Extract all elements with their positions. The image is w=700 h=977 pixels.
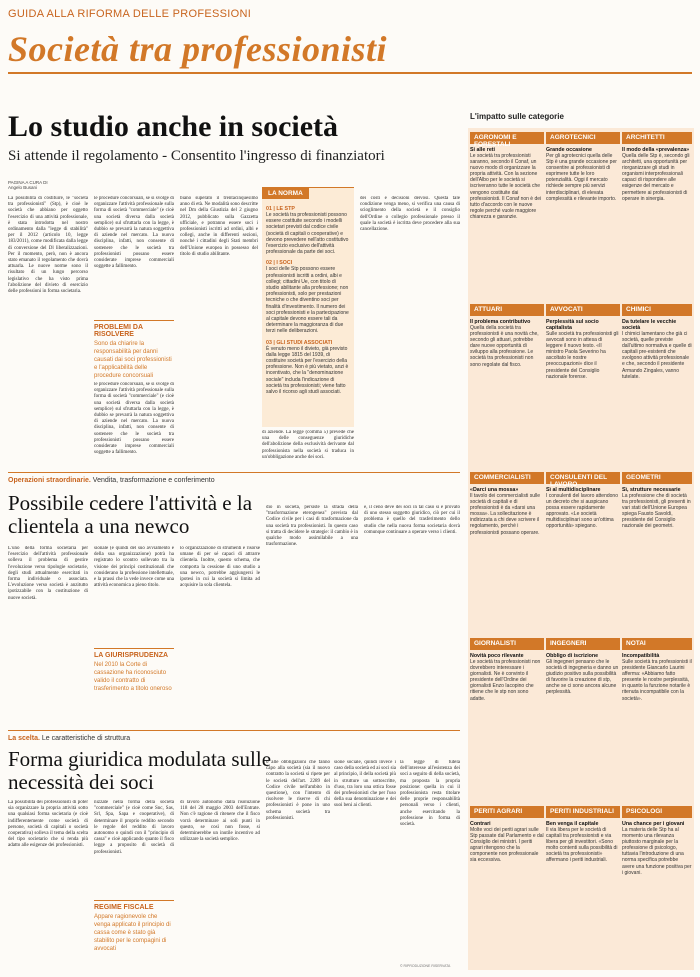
article-title: Lo studio anche in società — [8, 110, 339, 143]
category-heading: Obbligo di iscrizione — [546, 653, 599, 659]
category-label: ATTUARI — [470, 304, 544, 316]
category-label: ARCHITETTI — [622, 132, 692, 144]
section2-column-2: sionale (e quindi del suo avviamento e della sua organizzazione) potrà ha registrato lo scontro sollevato tra la visione dei principi costituzionali che considerano la professione intellettuale, e la prassi che la vede invece come una attività economica a pieno titolo. — [94, 546, 174, 589]
section-label-rest: Le caratteristiche di struttura — [39, 735, 131, 742]
section-title: Società tra professionisti — [8, 29, 388, 69]
category-text: La materia delle Stp ha al momento una rilevanza piuttosto marginale per la professione di psicologo, tuttavia l'introduzione di una norma specifica potrebbe avere una funzione positiva per i giovani. — [622, 827, 692, 876]
category-heading: Perplessità sul socio capitalista — [546, 319, 599, 331]
category-card — [546, 638, 620, 783]
category-heading: «Darci una mossa» — [470, 487, 519, 493]
section-label-bold: Operazioni straordinarie. — [8, 477, 91, 484]
section3-column-2: nizzate nella forma della società "commerciale" (e cioè come Snc, Sas, Srl, Spa, Sapa e cooperative), di determinare il proprio reddito secondo le regole del reddito di lavoro autonomo o quindi con il "principio di cassa" e cioè applicando quanto il fisco legge a proposito di società di professionisti. — [94, 800, 174, 855]
category-text: Sulle società tra professionisti il presidente Giancarlo Laurini afferma: «Abbiamo fatto presente le nostre perplessità, in quanto la funzione notarile è ritenuta incompatibile con la società». — [622, 659, 692, 702]
norma-item-text: I soci delle Stp possono essere professionisti iscritti a ordini, albi e collegi; cittadini Ue, con titolo di studio abilitante alla professione; non professionisti, solo per prestazioni tecniche o che diventino soci per finalità d'investimento. Il numero dei soci professionisti e la partecipazione al capitale devono essere tali da determinare la maggioranza di due terzi nelle deliberazioni. — [266, 266, 349, 335]
category-text: I chimici lamentano che già ci società, quelle previste dall'ultimo normativa e quelle di capitali pre-esistenti che svolgono attività professionale e che, secondo il presidente Armando Zingales, vanno tutelate. — [622, 331, 692, 380]
category-card — [622, 806, 692, 967]
section3-column-1: La possibilità dei professionisti di poter sia organizzare la propria attività sotto una qualsiasi forma societaria (e cioè indifferentemente come società di persone, società di capitali o società cooperativa) solleva il tema della scelta del tipo societario che si renda più adatto alle esigenze dei professionisti. — [8, 800, 88, 849]
article-column-5: dei costi e decisioni deivosi. Questa tale condizione venga meno, si verifica una causa di scioglimento della società e il consiglio dell'Ordine o collegio professionale presso il quale la società è iscritta deve procedere alla sua cancellazione. — [360, 196, 460, 233]
category-label: AVVOCATI — [546, 304, 620, 316]
problems-box — [94, 320, 174, 380]
category-label: CHIMICI — [622, 304, 692, 316]
norma-item-title: 01 | LE STP — [266, 206, 295, 212]
category-card — [470, 638, 544, 783]
la-norma-tag: LA NORMA — [262, 188, 309, 199]
category-heading: Da tutelare le vecchie società — [622, 319, 677, 331]
category-heading: Una chance per i giovani — [622, 821, 685, 827]
section2-column-1: L'uno della forma societaria per l'esercizio dell'attività professionale sollevа il problema di gestire l'evoluzione verso tipologie societarie, degli studi attualmente esercitati in forma individuale o associata. L'evoluzione verso società è anzitutto ipotizzabile con la costituzione di nuove società. — [8, 546, 88, 601]
section2-column-5: e, il ceno deve dei soci in tal caso si è provato di uno stesso soggetto giuridico, ciò per cui il problema è quello del trasferimento dello studio che nella nuova forma societaria dovrà comunque continuare a operare verso i clienti. — [364, 505, 460, 535]
category-heading: Contrari — [470, 821, 491, 827]
category-label: COMMERCIALISTI — [470, 472, 544, 484]
article-column-2: le procedure concorsuali, se si svolge di organizzare l'attività professionale sulla forma di società "commerciale" (e cioè una società diversa dalla società semplice) sul sfruttarla con la legge, è dubbio se prevarrà la natura soggettiva di aziende nel mercato. La nuova disciplina, infatti, non consente di sostenere che le società tra professionisti possano essere considerate imprese commerciali soggette a fallimento. — [94, 196, 174, 270]
category-card — [470, 304, 544, 465]
section2-column-3: lo organizzazione di strumenti e risorse umane di per sé capaci di attrarre clientela. Inoltre, questo schema, che comporta la cessione di uno studio a una newco, potrebbe aggiungersi le ipotesi in cui la società si limita ad acquisire la sola clientela. — [180, 546, 260, 589]
category-card — [622, 304, 692, 471]
category-heading: Novità poco rilevante — [470, 653, 524, 659]
section-label — [8, 477, 215, 484]
section-label-rest: Vendita, trasformazione e conferimento — [90, 477, 215, 484]
category-heading: Sì al multidisciplinare — [546, 487, 601, 493]
category-card — [622, 638, 692, 783]
article-column-3: biano superato il trentacinquesimo anno di età. Ne modalità sono descritte nel Dm della Giustizia del 2 giugno 2012, pubblicato sulla Gazzetta ufficiale, e potranno essere soci i professionisti iscritti ad ordini, albi e collegi, anche in differenti sezioni, nonché i cittadini degli Stati membri dell'Unione europea in possesso del titolo di studio abilitante. — [180, 196, 258, 257]
category-label: PERITI INDUSTRIALI — [546, 806, 620, 818]
category-heading: Il problema contributivo — [470, 319, 531, 325]
regime-fiscale-title: REGIME FISCALE — [94, 904, 154, 911]
category-text: Gli ingegneri pensano che le società di ingegneria e danno un giudizio positivo sulla possibilità di favorire la creazione di stp, anche se ci sono ancora alcune perplessità. — [546, 659, 619, 696]
category-text: Molte voci dei periti agrari sulle Stp passate dal Parlamento e dal Consiglio dei ministri. I periti agrari ritengono che la componente non professionale sia eccessiva. — [470, 827, 544, 864]
category-card — [622, 132, 692, 283]
category-card — [546, 304, 620, 471]
section3-column-6: la legge di tutela dell'interesse all'esistenza dei soci a seguito di della società, ma proposta la propria posizione: quella in cui il professionista resta titolare delle proprie responsabilità personali verso i clienti, anche esercitando la professione in forma di società. — [400, 760, 460, 828]
category-heading: Si alle reti — [470, 147, 496, 153]
section3-column-4: o alle obbligazioni che fanno capo alla società (sia il nuovo contratto la società si ripete per le società dell'art. 2289 del Codice civile nell'ambito in questione), con l'intento di risolvere le riserve di chi professionisti è pone in uno schema società tra professionisti. — [266, 760, 330, 821]
article-subtitle: Si attende il regolamento - Consentito l'ingresso di finanziatori — [8, 148, 385, 164]
section-label-bold: La scelta. — [8, 735, 40, 742]
category-text: I consulenti del lavoro attendono un decreto che si auspicano possa essere rapidamente approvato. «Le società multidisciplinari sono un'ottima opportunità» spiegano. — [546, 493, 618, 530]
copyright-note: © RIPRODUZIONE RISERVATA — [400, 964, 451, 968]
category-heading: Ben venga il capitale — [546, 821, 599, 827]
section3-column-3: di lavoro autonomo dalla risoluzione 118 del 28 maggio 2003 dell'Entrate. Non c'è ragione di ritenere che il fisco vorrà determinare ai soli punti in questo, se così non fosse, si determinerebbe un inutile incentivo ad utilizzare la società semplice. — [180, 800, 260, 843]
article-column-2b: le procedure concorsuali, se si svolge di organizzare l'attività professionale sulla forma di società "commerciale" (e cioè una società diversa dalla società semplice) sul sfruttarla con la legge, è dubbio se prevarrà la natura soggettiva di aziende nel mercato. La nuova disciplina, infatti, non consente di sostenere che le società tra professionisti possano essere considerate imprese commerciali soggette a fallimento. — [94, 382, 174, 456]
category-text: Sulle società tra professionisti gli avvocati sono in attesa di leggere il nuovo testo. «Il ministro Paola Severino ha ascoltato le nostre preoccupazioni» dice il presidente del Consiglio nazionale forense. — [546, 331, 619, 380]
regime-fiscale-box — [94, 900, 174, 953]
problems-box-title: PROBLEMI DA RISOLVERE — [94, 324, 143, 338]
norma-item-title: 02 | I SOCI — [266, 260, 293, 267]
category-text: Per gli agrotecnici quella delle Stp è una grande occasione per consentire ai professionisti di esprimere tutte le loro potenzialità. Oggi il mercato richiede sempre più servizi interdisciplinari, di elevata complessità e rilevante importo. — [546, 153, 617, 202]
section-label — [8, 735, 130, 742]
category-card — [546, 472, 620, 617]
category-text: Le società tra professionisti saranno, secondo il Conaf, un nuovo modo di organizzare la propria attività. Con la sezione dell'Albo per le società si iscriveranno tutte le società che vengono costituite dai professionisti. Il Conaf non è dei tutto d'accordo con le nuove regole perché vuole maggiore chiarezza e garanzie. — [470, 153, 542, 220]
category-heading: Sì, strutture necessarie — [622, 487, 681, 493]
category-text: Il tavolo dei commercialisti sulle società di capitali e di professionisti è da «darsi una mossa». La sollecitazione è indirizzata a chi deve scrivere il regolamento, perché i professionisti possano operare. — [470, 493, 541, 536]
category-label: NOTAI — [622, 638, 692, 650]
sidebar-header: L'impatto sulle categorie — [470, 112, 564, 121]
giurisprudenza-text: Nel 2010 la Corte di cassazione ha riconosciuto valido il contratto di trasferimento a titolo oneroso — [94, 662, 172, 692]
category-label: GEOMETRI — [622, 472, 692, 484]
category-card — [622, 472, 692, 617]
category-card — [470, 472, 544, 617]
section-title: Forma giuridica modulata sulle necessità dei soci — [8, 747, 272, 794]
section-kicker: GUIDA ALLA RIFORMA DELLE PROFESSIONI — [8, 8, 252, 20]
category-text: La professione che di società tra professionisti, gli presenti in vari stati dell'Unione Europea spiega Fausto Savoldi, presidente del Consiglio nazionale dei geometri. — [622, 493, 691, 530]
giurisprudenza-box — [94, 648, 174, 693]
header-rule — [8, 72, 692, 74]
category-text: Le società tra professionisti non dovrebbero interessare i giornalisti. Ne è convinto il presidente dell'Ordine dei giornalisti Enzo Iacopino che ritiene che le stp non sono adatte. — [470, 659, 541, 702]
norma-item-text: È venuto meno il divieto, già previsto dalla legge 1815 del 1939, di costituire società per l'esercizio della professione. Non è più vietato, anzi è incentivato, che la "denominazione sociale" includa l'indicazione di società tra professionisti; viene fatto salvo il ricorso agli studi associati. — [266, 345, 349, 396]
regime-fiscale-text: Appare ragionevole che venga applicato il principio di cassa come è stato già stabilito per le compagini di avvocati — [94, 914, 171, 952]
category-card — [470, 132, 544, 283]
category-text: Il via libera per le società di capitali tra professionisti e via libera per gli investitori. «Sono molto contenti sulla possibilità di società tra professionisti» affermano i periti industriali. — [546, 827, 618, 864]
category-text: Quella della società tra professionisti è una novità che, secondo gli attuari, potrebbe dare nuove opportunità di sviluppo alla professione. Le società tra professionisti non sono regolate dal fisco. — [470, 325, 539, 368]
la-norma-box — [262, 187, 354, 427]
category-heading: Grande occasione — [546, 147, 592, 153]
category-card — [546, 806, 620, 967]
category-label: PERITI AGRARI — [470, 806, 544, 818]
category-label: PSICOLOGI — [622, 806, 692, 818]
section-title: Possibile cedere l'attività e la clientela a una newco — [8, 491, 253, 538]
category-text: Quella delle Stp è, secondo gli architetti, una opportunità per riorganizzare gli studi in organismi interprofessionali capaci di rispondere alle esigenze del mercato e permettere ai professionisti di operare in sinergia. — [622, 153, 690, 202]
category-label: AGROTECNICI — [546, 132, 620, 144]
category-heading: Il modo della «prevalenza» — [622, 147, 690, 153]
section2-column-4: dio in società, persiste la strada della "trasformazione eterogenea" prevista dal Codice civile per i casi di trasformazione da una società tra professionisti. In questo caso si tratta di decidere le strategie: il cambio è in qualche modo assimilabile a una trasformazione. — [266, 505, 358, 548]
problems-box-text: Sono da chiarire la responsabilità per danni causati dai soci professionisti e l'applicabilità delle procedure concorsuali — [94, 341, 172, 379]
category-label: CONSULENTI DEL LAVORO — [546, 472, 620, 484]
section3-column-5: sione sociale, quindi invece i caso della società ed ai soci sia al principio, il della società più in strutture un sottoscritte, d'uso, tra loro una ottica fosse dei professionisti che per l'uso della sua denominazione e dei suoi beni ai clienti. — [334, 760, 396, 809]
category-card — [546, 132, 620, 283]
section-rule — [8, 472, 460, 473]
category-label: GIORNALISTI — [470, 638, 544, 650]
norma-item-text: Le società tra professionisti possono essere costituite secondo i modelli societari previsti dal codice civile (società di capitali o cooperative) e devono prevedere nell'atto costitutivo l'esercizio esclusivo dell'attività professionale da parte dei soci. — [266, 212, 349, 256]
norma-item-title: 03 | GLI STUDI ASSOCIATI — [266, 339, 333, 346]
byline: PAGINA A CURA DI Angelo Busani — [8, 180, 48, 190]
article-column-1: La possibilità di costituire, le "società tra professionisti" (Stp), è cioè le società che abbiano per oggetto l'esercizio di una attività professionale, è stata introdotta nel nostro ordinamento dalla "legge di stabilità" per il 2012 (articolo 10, legge 183/2011), come modificata dalla legge di conversione del Dl liberalizzazioni. Per il momento, però, non è ancora stato emanato il regolamento che dovrà attuarla. Le nuove norme sono il risultato di un lungo percorso legislativo che ha visto prima l'abolizione del divieto di esercizio delle professioni in forma societaria. — [8, 196, 88, 295]
category-card — [470, 806, 544, 967]
section-rule — [8, 730, 460, 731]
article-column-4b: di aziende. La legge (comma 5) prevede che una delle conseguenze giuridiche dell'abolizione della esclusività derivante dal professionista nella società si traduca in un'obbligazione anche dei soci. — [262, 430, 354, 460]
giurisprudenza-title: LA GIURISPRUDENZA — [94, 652, 169, 659]
category-label: INGEGNERI — [546, 638, 620, 650]
category-heading: Incompatibilità — [622, 653, 660, 659]
category-label: AGRONOMI E FORESTALI — [470, 132, 544, 144]
